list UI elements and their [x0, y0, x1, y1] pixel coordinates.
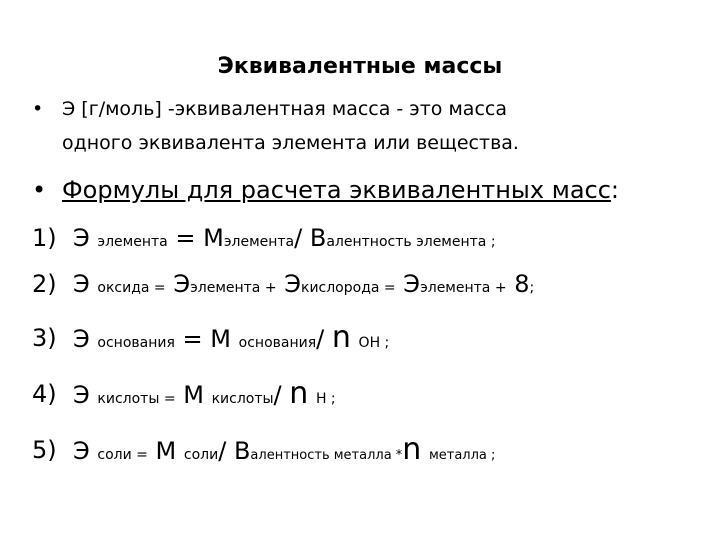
- formula-5-v-sub: алентность металла *: [250, 448, 403, 463]
- formula-3-eq: =: [182, 325, 203, 353]
- formula-2-e4: Э: [403, 270, 421, 298]
- formula-3-m: М: [210, 325, 232, 353]
- formula-4-m: М: [183, 381, 204, 409]
- formula-1-slash: /: [294, 224, 303, 252]
- formula-1: [73, 224, 496, 252]
- formula-1-v-sub: алентность элемента ;: [326, 234, 496, 250]
- definition-bullet: •: [32, 98, 44, 120]
- formula-4-e-sub: кислоты =: [97, 391, 176, 407]
- formula-2-semicolon: ;: [529, 280, 535, 296]
- formula-2-e2: Э: [173, 270, 191, 298]
- formula-3-slash: /: [316, 325, 325, 353]
- formula-4: [73, 376, 336, 411]
- formula-1-m: М: [203, 224, 224, 252]
- formula-5-m-sub: соли: [183, 447, 219, 463]
- formula-4-n-sub: H ;: [315, 391, 336, 407]
- definition-line-2: одного эквивалента элемента или вещества.: [62, 132, 519, 154]
- formula-3-e-sub: основания: [97, 335, 175, 351]
- formula-5-m: М: [155, 437, 177, 465]
- formula-2-e2-sub: элемента +: [190, 280, 277, 296]
- formula-3-n-sub: OH ;: [358, 335, 390, 351]
- formula-5-slash: /: [218, 437, 227, 465]
- formula-5-e: Э: [73, 437, 90, 465]
- formula-1-v: В: [309, 224, 327, 252]
- formula-5-n-sub: металла ;: [428, 448, 496, 463]
- formula-5-v: В: [233, 437, 251, 465]
- formula-3-n: n: [331, 320, 351, 355]
- formula-2-e: Э: [73, 270, 90, 298]
- formula-3-m-sub: основания: [238, 335, 317, 351]
- formula-5-n: n: [402, 432, 422, 467]
- formula-5: [73, 432, 495, 467]
- formulas-heading-colon: :: [610, 176, 620, 204]
- formula-2-e3-sub: кислорода =: [300, 280, 396, 296]
- formula-1-e-sub: элемента: [97, 234, 168, 250]
- definition-line-1: Э [г/моль] -эквивалентная масса - это масса: [62, 98, 507, 120]
- formula-1-e: Э: [73, 224, 90, 252]
- formula-4-e: Э: [73, 381, 90, 409]
- formula-2-e-sub: оксида =: [97, 280, 166, 296]
- formula-2-eight: 8: [514, 270, 530, 298]
- slide-title: Эквивалентные массы: [217, 54, 503, 79]
- formula-3: [73, 320, 389, 355]
- formula-5-number: 5): [32, 436, 57, 464]
- formula-2-e3: Э: [284, 270, 301, 298]
- formula-4-number: 4): [32, 380, 57, 408]
- formulas-heading-text: Формулы для расчета эквивалентных масс: [62, 176, 611, 204]
- formula-4-m-sub: кислоты: [211, 391, 274, 407]
- formula-3-e: Э: [73, 325, 90, 353]
- formula-4-n: n: [289, 376, 309, 411]
- formula-1-m-sub: элемента: [223, 234, 295, 250]
- formula-1-eq: =: [175, 224, 196, 252]
- formula-4-slash: /: [273, 381, 282, 409]
- formula-2: [73, 270, 534, 298]
- formulas-heading: [62, 176, 619, 204]
- formula-5-e-sub: соли =: [97, 447, 148, 463]
- formula-2-number: 2): [32, 270, 57, 298]
- formulas-heading-bullet: •: [32, 176, 47, 204]
- formula-1-number: 1): [32, 224, 57, 252]
- formula-3-number: 3): [32, 324, 57, 352]
- formula-2-e4-sub: элемента +: [420, 280, 507, 296]
